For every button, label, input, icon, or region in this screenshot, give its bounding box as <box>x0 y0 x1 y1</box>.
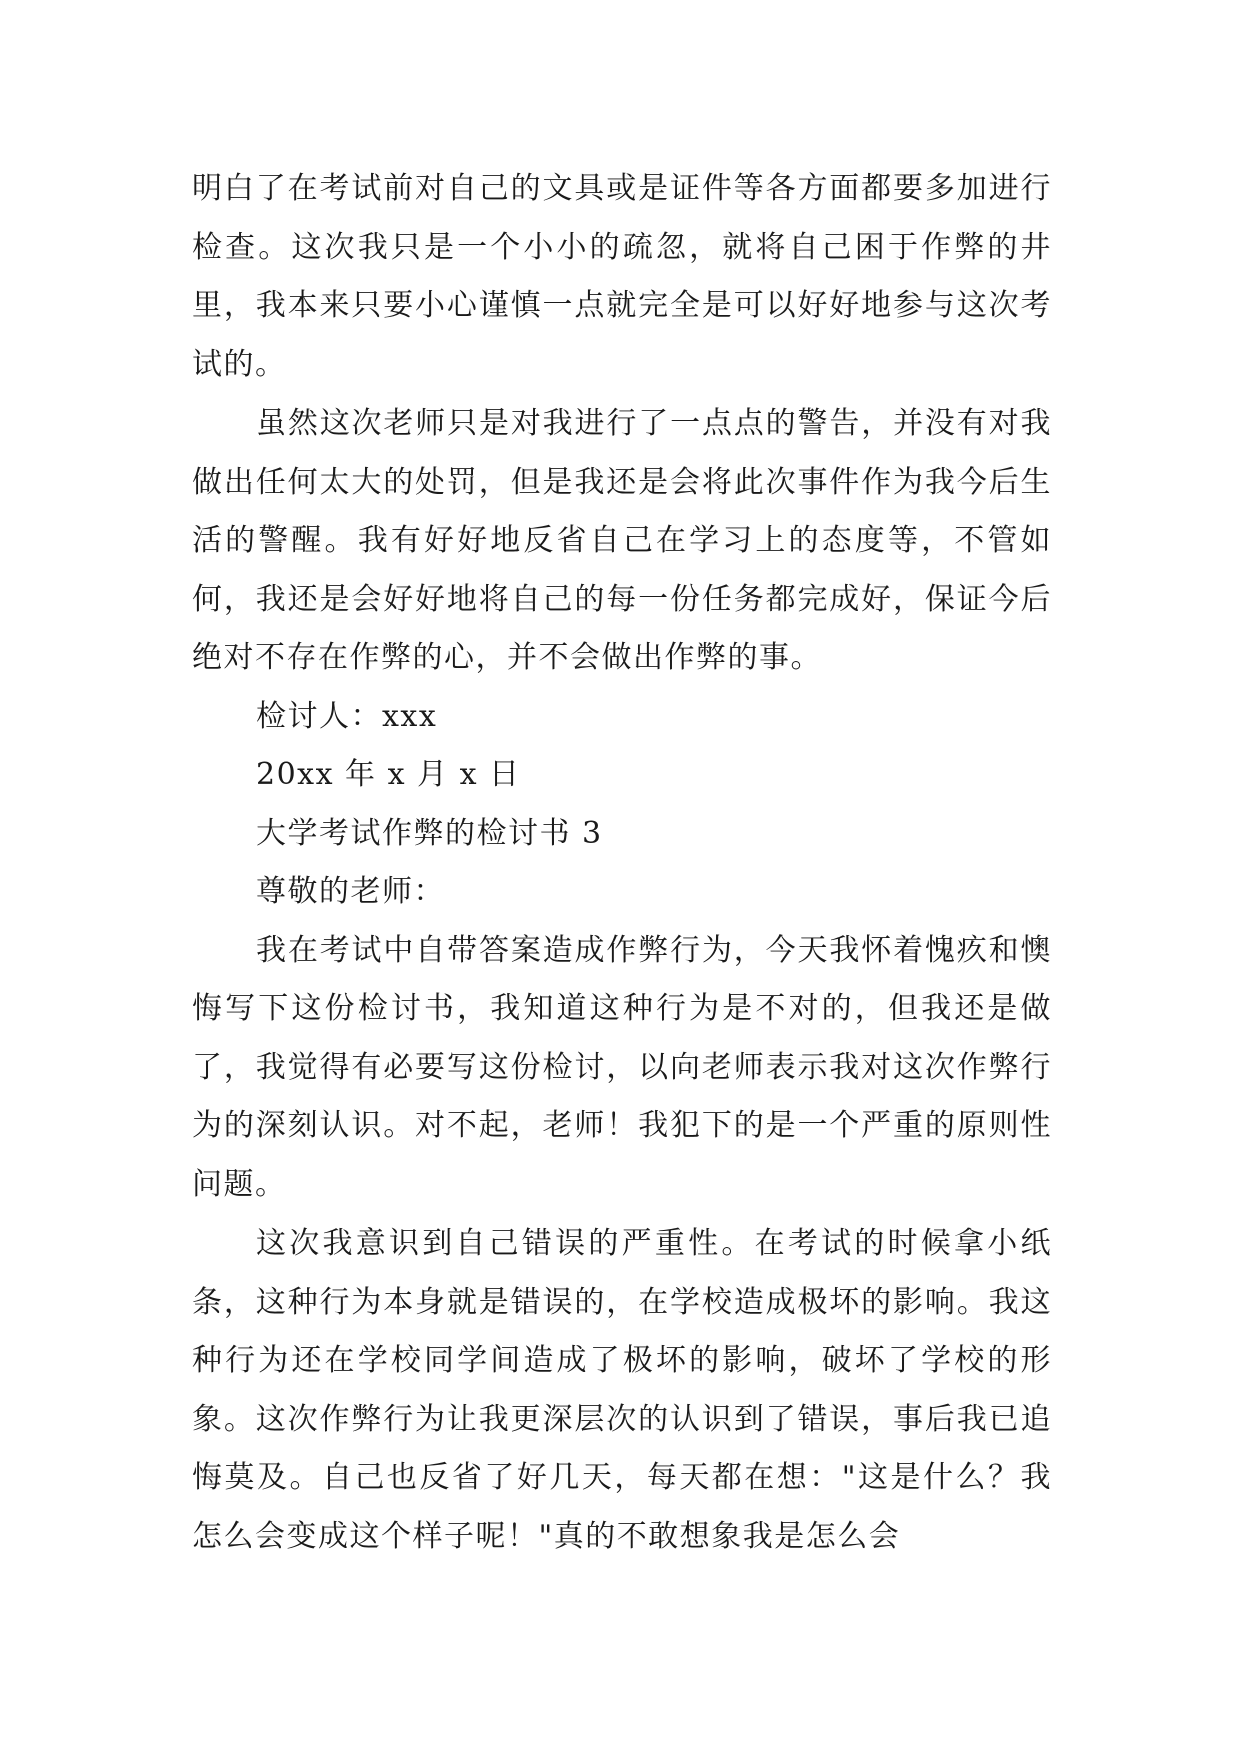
paragraph-realization: 这次我意识到自己错误的严重性。在考试的时候拿小纸条，这种行为本身就是错误的，在学校造成极坏的影响。我这种行为还在学校同学间造成了极坏的影响，破坏了学校的形象。这次作弊行为让我更深层次的认识到了错误，事后我已追悔莫及。自己也反省了好几天，每天都在想："这是什么？我怎么会变成这个样子呢！"真的不敢想象我是怎么会 <box>192 1226 1052 1554</box>
section-title: 大学考试作弊的检讨书 3 <box>256 815 603 851</box>
salutation: 尊敬的老师： <box>256 874 445 909</box>
date-line: 20xx 年 x 月 x 日 <box>256 757 521 792</box>
paragraph-continuation: 明白了在考试前对自己的文具或是证件等各方面都要多加进行检查。这次我只是一个小小的疏忽，就将自己困于作弊的井里，我本来只要小心谨慎一点就完全是可以好好地参与这次考试的。 <box>192 171 1052 382</box>
document-body <box>192 160 1052 1566</box>
signature-line: 检讨人：xxx <box>256 698 438 734</box>
paragraph-confession: 我在考试中自带答案造成作弊行为，今天我怀着愧疚和懊悔写下这份检讨书，我知道这种行为是不对的，但我还是做了，我觉得有必要写这份检讨，以向老师表示我对这次作弊行为的深刻认识。对不起，老师！我犯下的是一个严重的原则性问题。 <box>192 932 1052 1202</box>
paragraph-reflection: 虽然这次老师只是对我进行了一点点的警告，并没有对我做出任何太大的处罚，但是我还是会将此次事件作为我今后生活的警醒。我有好好地反省自己在学习上的态度等，不管如何，我还是会好好地将自己的每一份任务都完成好，保证今后绝对不存在作弊的心，并不会做出作弊的事。 <box>192 406 1052 675</box>
